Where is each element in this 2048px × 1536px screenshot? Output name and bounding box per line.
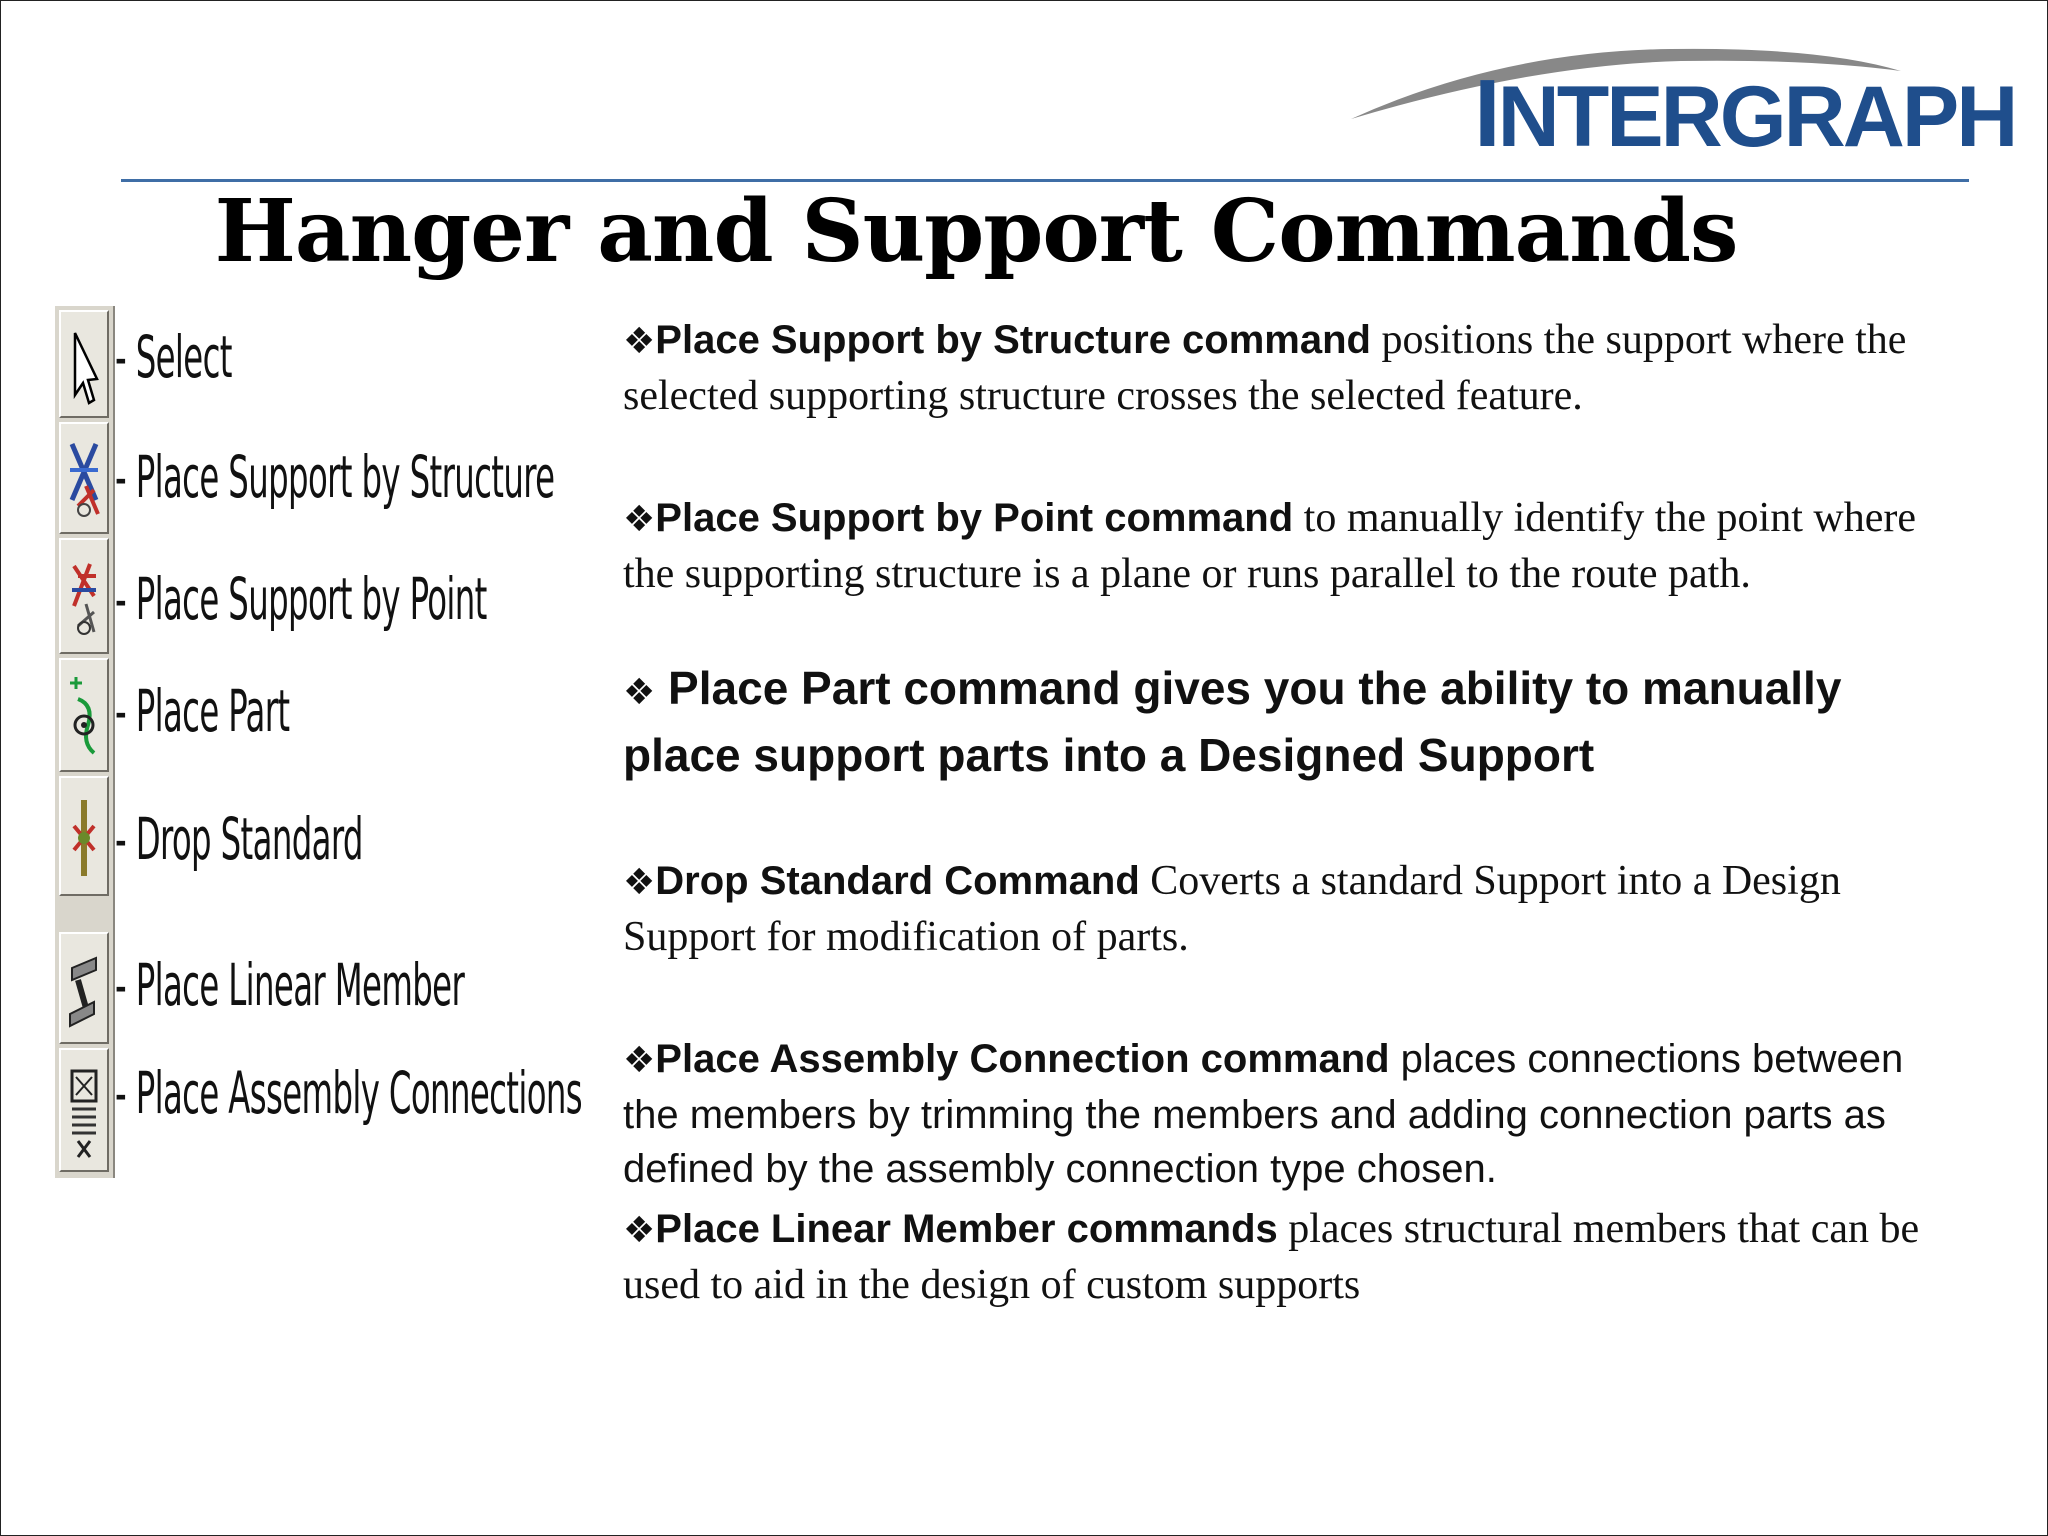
linear-member-icon [64,940,104,1036]
tool-label-select: - Select [115,323,232,391]
para-place-support-by-point: ❖Place Support by Point command to manually identify the point where the supporting structure is a plane or runs parallel to the route path. [623,495,1916,597]
para-place-linear-member: ❖Place Linear Member commands places structural members that can be used to aid in the design of custom supports [623,1206,1920,1308]
tool-label-place-support-by-structure: - Place Support by Structure [115,443,555,511]
logo-first-letter: I [1474,60,1498,167]
intergraph-logo [1341,41,2041,167]
bullet-icon: ❖ [623,862,656,903]
drop-standard-icon [64,786,104,886]
para-place-support-by-structure: ❖Place Support by Structure command positions the support where the selected supporting structure crosses the selected feature. [623,317,1907,419]
drop-standard-button[interactable] [59,776,109,896]
command-toolbar [53,306,115,1178]
support-point-icon [64,546,104,646]
select-button[interactable] [59,310,109,418]
logo-wordmark [1474,59,2015,169]
assembly-connection-icon [64,1057,104,1163]
place-part-icon [64,665,104,765]
arrow-pointer-icon [69,319,99,409]
tool-label-place-assembly-connections: - Place Assembly Connections [115,1059,583,1127]
bullet-icon: ❖ [623,499,656,540]
tool-label-place-linear-member: - Place Linear Member [115,951,465,1019]
place-support-by-point-button[interactable] [59,538,109,654]
bullet-icon: ❖ [623,1040,656,1081]
place-linear-member-button[interactable] [59,932,109,1044]
para-place-assembly-connection: ❖Place Assembly Connection command places connections between the members by trimming the members and adding connection parts as defined by the assembly connection type chosen. [623,1037,1904,1191]
place-support-by-structure-button[interactable] [59,422,109,534]
para-place-part: ❖ Place Part command gives you the ability to manually place support parts into a Designed Support [623,662,1842,781]
place-part-button[interactable] [59,658,109,772]
tool-label-place-part: - Place Part [115,677,290,745]
bullet-icon: ❖ [623,672,656,713]
description-list [623,313,1953,1380]
page-title: Hanger and Support Commands [214,181,1738,282]
bullet-icon: ❖ [623,1210,656,1251]
tool-label-place-support-by-point: - Place Support by Point [115,565,487,633]
place-assembly-connections-button[interactable] [59,1048,109,1172]
para-drop-standard: ❖Drop Standard Command Coverts a standard Support into a Design Support for modification of parts. [623,858,1841,960]
tool-label-drop-standard: - Drop Standard [115,805,363,873]
logo-rest-letters: NTERGRAPH [1497,69,2016,165]
bullet-icon: ❖ [623,321,656,362]
support-structure-icon [64,430,104,526]
